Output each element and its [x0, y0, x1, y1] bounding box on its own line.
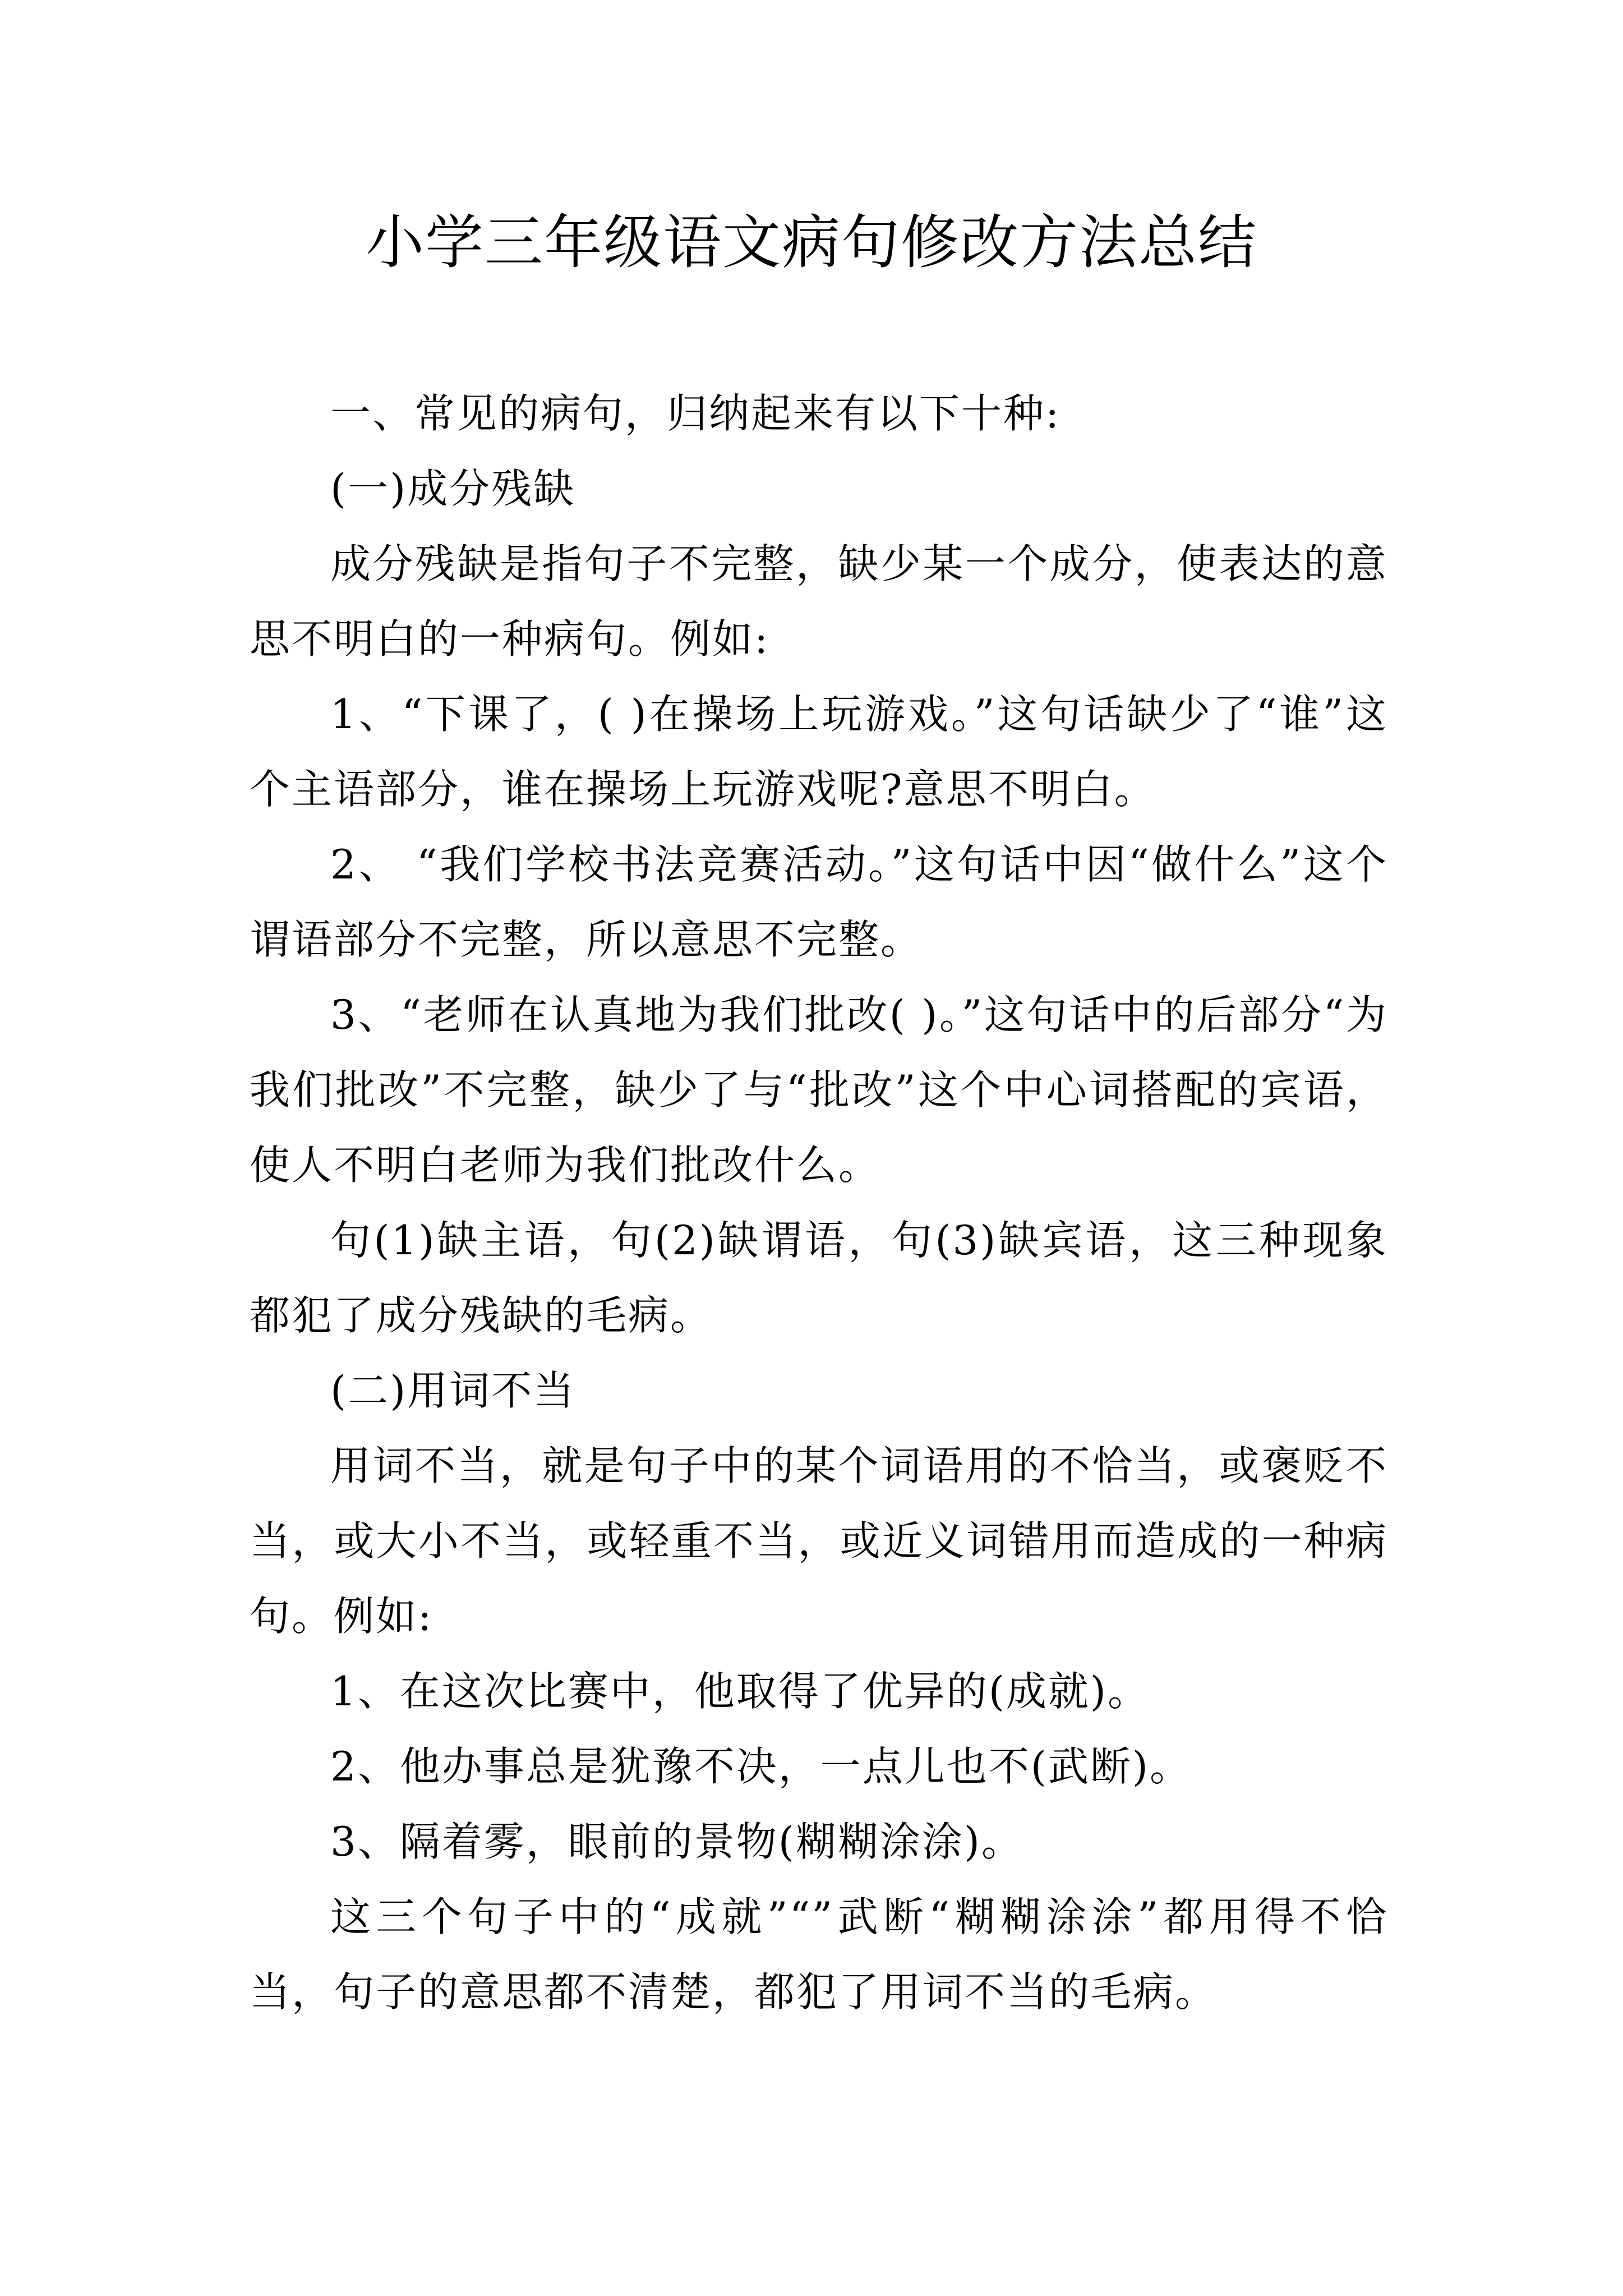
paragraph-missing-components-definition: 成分残缺是指句子不完整，缺少某一个成分，使表达的意思不明白的一种病句。例如:	[250, 540, 1388, 662]
example-missing-predicate: 2、 “我们学校书法竞赛活动。”这句话中因“做什么”这个谓语部分不完整，所以意思不完整。	[250, 841, 1388, 963]
section-heading-missing-components: (一)成分残缺	[330, 465, 576, 512]
example-word-use-3: 3、隔着雾，眼前的景物(糊糊涂涂)。	[330, 1818, 1023, 1865]
paragraph-intro: 一、常见的病句，归纳起来有以下十种:	[330, 390, 1061, 437]
section-heading-improper-word-use: (二)用词不当	[330, 1367, 576, 1414]
example-missing-object: 3、“老师在认真地为我们批改( )。”这句话中的后部分“为我们批改”不完整，缺少了与“批改”这个中心词搭配的宾语，使人不明白老师为我们批改什么。	[250, 991, 1388, 1189]
example-word-use-2: 2、他办事总是犹豫不决，一点儿也不(武断)。	[330, 1743, 1192, 1790]
example-word-use-1: 1、在这次比赛中，他取得了优异的(成就)。	[330, 1668, 1150, 1715]
document-body	[250, 376, 1388, 2030]
paragraph-improper-word-use-definition: 用词不当，就是句子中的某个词语用的不恰当，或褒贬不当，或大小不当，或轻重不当，或近义词错用而造成的一种病句。例如:	[250, 1442, 1388, 1640]
document-title: 小学三年级语文病句修改方法总结	[365, 208, 1257, 277]
paragraph-improper-word-use-summary: 这三个句子中的“成就”“”武断“糊糊涂涂”都用得不恰当，句子的意思都不清楚，都犯了用词不当的毛病。	[250, 1893, 1388, 2016]
paragraph-missing-components-summary: 句(1)缺主语，句(2)缺谓语，句(3)缺宾语，这三种现象都犯了成分残缺的毛病。	[250, 1217, 1388, 1339]
example-missing-subject: 1、“下课了，( )在操场上玩游戏。”这句话缺少了“谁”这个主语部分，谁在操场上玩游戏呢?意思不明白。	[250, 691, 1388, 813]
